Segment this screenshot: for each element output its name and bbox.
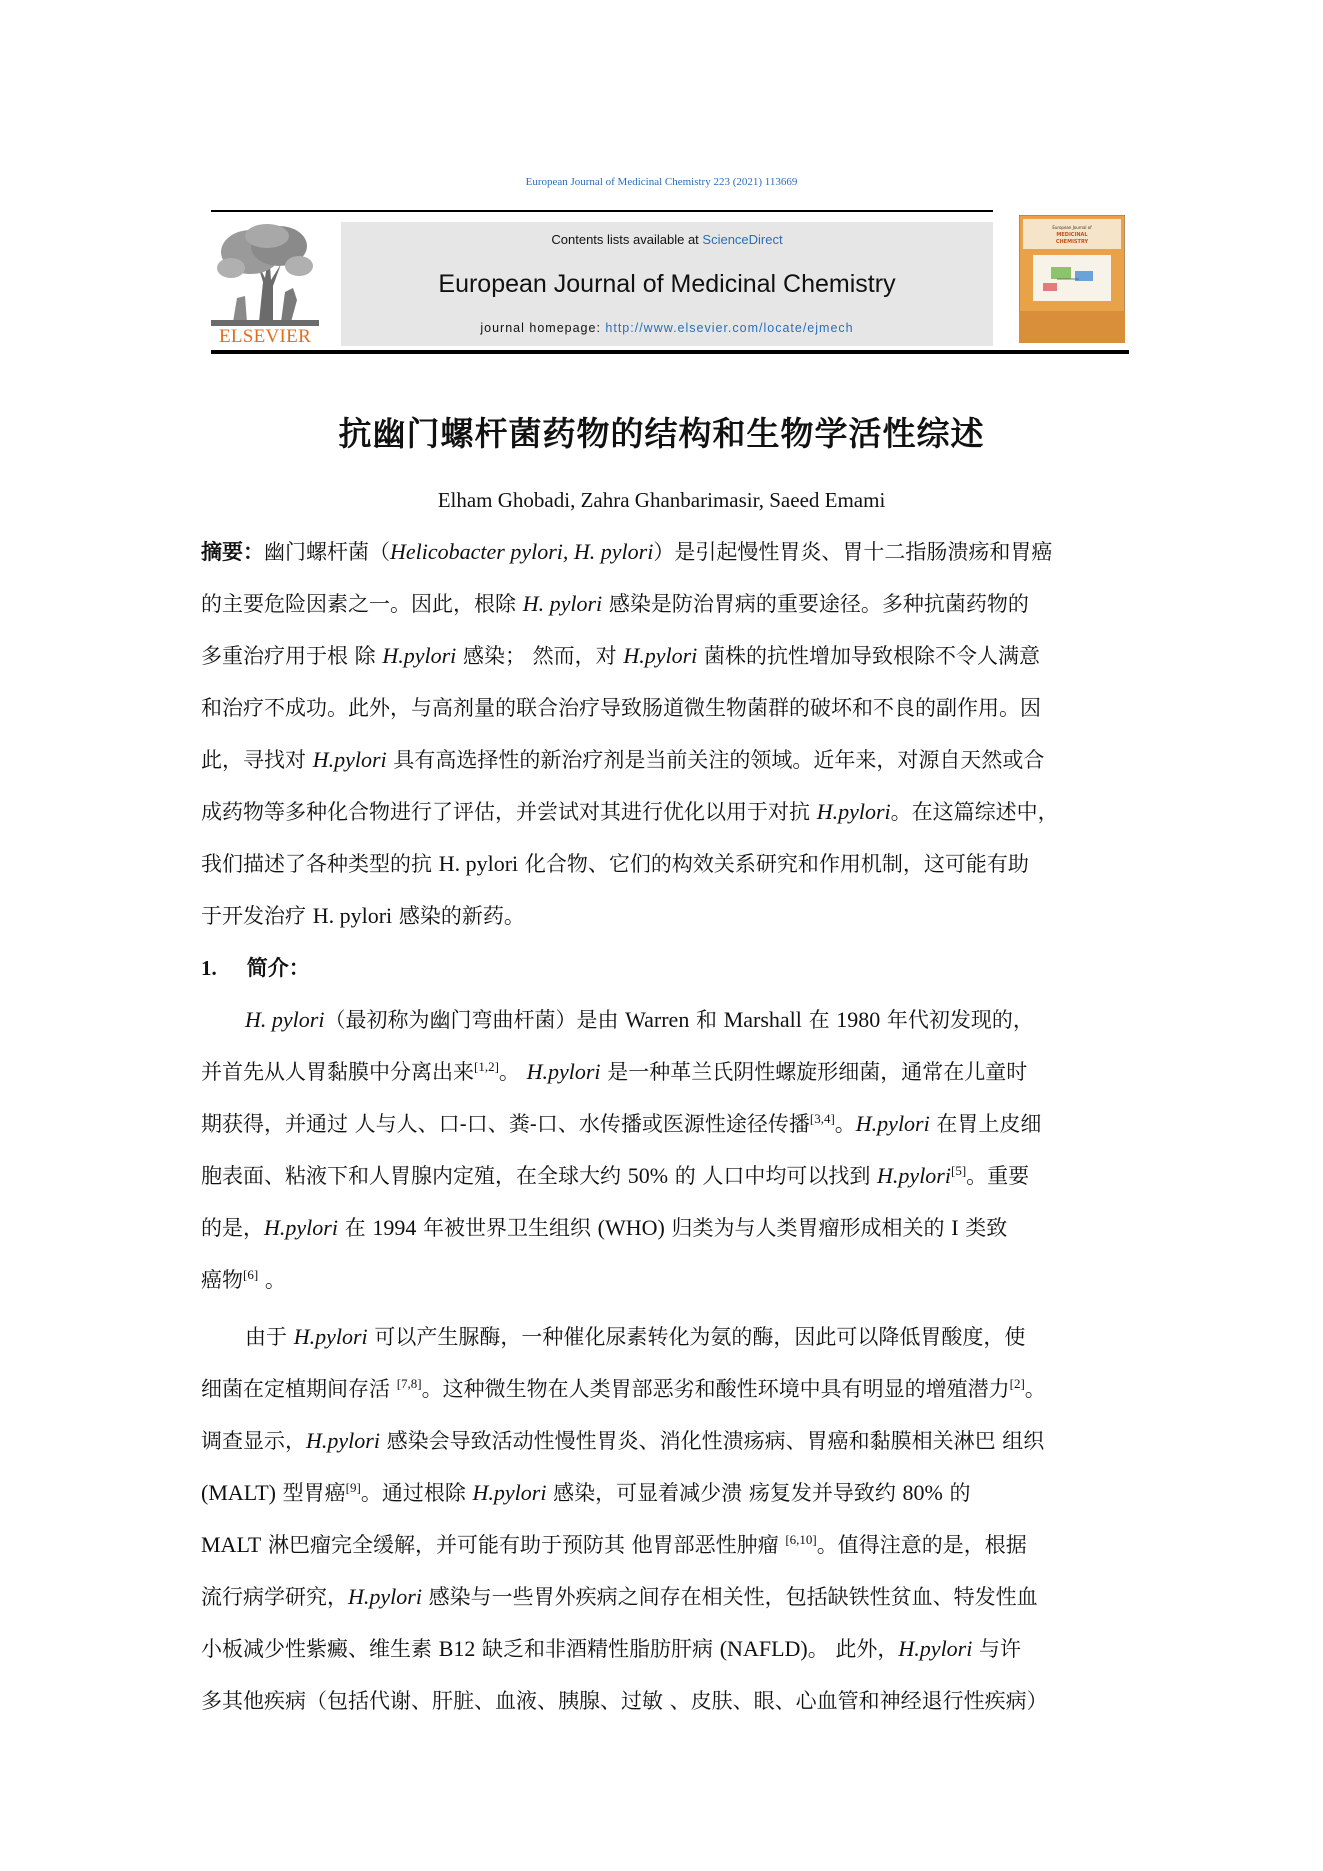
para2-line-1: 由于 H.pylori 可以产生脲酶，一种催化尿素转化为氨的酶，因此可以降低胃酸度，使 bbox=[245, 1324, 1026, 1349]
header-bottom-rule bbox=[211, 350, 1129, 354]
journal-header bbox=[211, 210, 1129, 356]
journal-homepage bbox=[341, 321, 993, 335]
citation-ref[interactable]: [3,4] bbox=[809, 1111, 835, 1126]
header-top-rule bbox=[211, 210, 993, 212]
abstract-line-3: 多重治疗用于根 除 H.pylori 感染； 然而，对 H.pylori 菌株的抗性增加导致根除不令人满意 bbox=[201, 643, 1040, 668]
para1-line-6: 癌物[6] 。 bbox=[201, 1267, 286, 1292]
abstract-line-7: 我们描述了各种类型的抗 H. pylori 化合物、它们的构效关系研究和作用机制，这可能有助 bbox=[201, 851, 1029, 876]
contents-line bbox=[341, 232, 993, 247]
article-authors: Elham Ghobadi, Zahra Ghanbarimasir, Saeed Emami bbox=[437, 488, 886, 512]
abstract-line-4: 和治疗不成功。此外，与高剂量的联合治疗导致肠道微生物菌群的破坏和不良的副作用。因 bbox=[201, 696, 1041, 720]
citation-ref[interactable]: [7,8] bbox=[396, 1376, 422, 1391]
homepage-label: journal homepage: bbox=[480, 321, 606, 335]
citation-ref[interactable]: [6] bbox=[243, 1267, 259, 1282]
section-title: 简介： bbox=[246, 955, 310, 980]
section-number: 1. bbox=[201, 956, 217, 980]
para2-line-4: (MALT) 型胃癌[9]。通过根除 H.pylori 感染，可显着减少溃 疡复发并导致约 80% 的 bbox=[201, 1480, 971, 1505]
abstract-line-2: 的主要危险因素之一。因此，根除 H. pylori 感染是防治胃病的重要途径。多种抗菌药物的 bbox=[201, 591, 1029, 616]
svg-text:CHEMISTRY: CHEMISTRY bbox=[1055, 239, 1089, 245]
journal-banner bbox=[341, 222, 993, 346]
section-1-heading bbox=[201, 955, 310, 981]
para1-line-4: 胞表面、粘液下和人胃腺内定殖，在全球大约 50% 的 人口中均可以找到 H.pylori[5]。重要 bbox=[201, 1163, 1030, 1188]
para2-line-3: 调查显示，H.pylori 感染会导致活动性慢性胃炎、消化性溃疡病、胃癌和黏膜相关淋巴 组织 bbox=[201, 1428, 1045, 1453]
abstract-line-1: 摘要：幽门螺杆菌（Helicobacter pylori, H. pylori）是引起慢性胃炎、胃十二指肠溃疡和胃癌 bbox=[201, 539, 1053, 564]
para1-line-1: H. pylori（最初称为幽门弯曲杆菌）是由 Warren 和 Marshall 在 1980 年代初发现的， bbox=[245, 1007, 1034, 1032]
journal-cover bbox=[1019, 215, 1125, 343]
elsevier-tree-icon bbox=[211, 222, 319, 326]
para1-line-5: 的是，H.pylori 在 1994 年被世界卫生组织 (WHO) 归类为与人类胃瘤形成相关的 I 类致 bbox=[201, 1215, 1008, 1240]
elsevier-logo bbox=[211, 222, 319, 347]
journal-cover-image-icon bbox=[1019, 215, 1125, 343]
para2-line-5: MALT 淋巴瘤完全缓解，并可能有助于预防其 他胃部恶性肿瘤 [6,10]。值得注意的是，根据 bbox=[201, 1532, 1027, 1557]
contents-prefix: Contents lists available at bbox=[551, 232, 703, 247]
abstract-line-8: 于开发治疗 H. pylori 感染的新药。 bbox=[201, 903, 525, 928]
para2-line-6: 流行病学研究，H.pylori 感染与一些胃外疾病之间存在相关性，包括缺铁性贫血、特发性血 bbox=[201, 1584, 1038, 1609]
abstract-label: 摘要： bbox=[201, 539, 264, 564]
para2-line-2: 细菌在定植期间存活 [7,8]。这种微生物在人类胃部恶劣和酸性环境中具有明显的增殖潜力[2]。 bbox=[201, 1376, 1046, 1401]
citation-ref[interactable]: [2] bbox=[1009, 1376, 1025, 1391]
citation-ref[interactable]: [1,2] bbox=[474, 1059, 499, 1074]
sciencedirect-link[interactable]: ScienceDirect bbox=[702, 232, 783, 247]
svg-text:MEDICINAL: MEDICINAL bbox=[1056, 232, 1088, 238]
para1-line-3: 期获得，并通过 人与人、口-口、粪-口、水传播或医源性途径传播[3,4]。H.pylori 在胃上皮细 bbox=[201, 1111, 1042, 1136]
para2-line-7: 小板减少性紫癜、维生素 B12 缺乏和非酒精性脂肪肝病 (NAFLD)。 此外，H.pylori 与许 bbox=[201, 1636, 1022, 1661]
para1-line-2: 并首先从人胃黏膜中分离出来[1,2]。 H.pylori 是一种革兰氏阴性螺旋形细菌，通常在儿童时 bbox=[201, 1059, 1028, 1084]
abstract-line-6: 成药物等多种化合物进行了评估，并尝试对其进行优化以用于对抗 H.pylori。在这篇综述中， bbox=[201, 799, 1059, 824]
journal-name: European Journal of Medicinal Chemistry bbox=[438, 270, 896, 298]
para2-line-8: 多其他疾病（包括代谢、肝脏、血液、胰腺、过敏 、皮肤、眼、心血管和神经退行性疾病） bbox=[201, 1689, 1048, 1713]
citation-ref[interactable]: [9] bbox=[345, 1480, 361, 1495]
article-title: 抗幽门螺杆菌药物的结构和生物学活性综述 bbox=[338, 414, 985, 453]
citation-ref[interactable]: [6,10] bbox=[785, 1532, 817, 1547]
citation-ref[interactable]: [5] bbox=[951, 1163, 967, 1178]
elsevier-wordmark: ELSEVIER bbox=[218, 326, 312, 347]
journal-citation[interactable]: European Journal of Medicinal Chemistry 223 (2021) 113669 bbox=[525, 176, 798, 188]
homepage-link[interactable]: http://www.elsevier.com/locate/ejmech bbox=[605, 321, 854, 335]
svg-text:European Journal of: European Journal of bbox=[1052, 225, 1092, 230]
abstract-line-5: 此，寻找对 H.pylori 具有高选择性的新治疗剂是当前关注的领域。近年来，对源自天然或合 bbox=[201, 747, 1045, 772]
